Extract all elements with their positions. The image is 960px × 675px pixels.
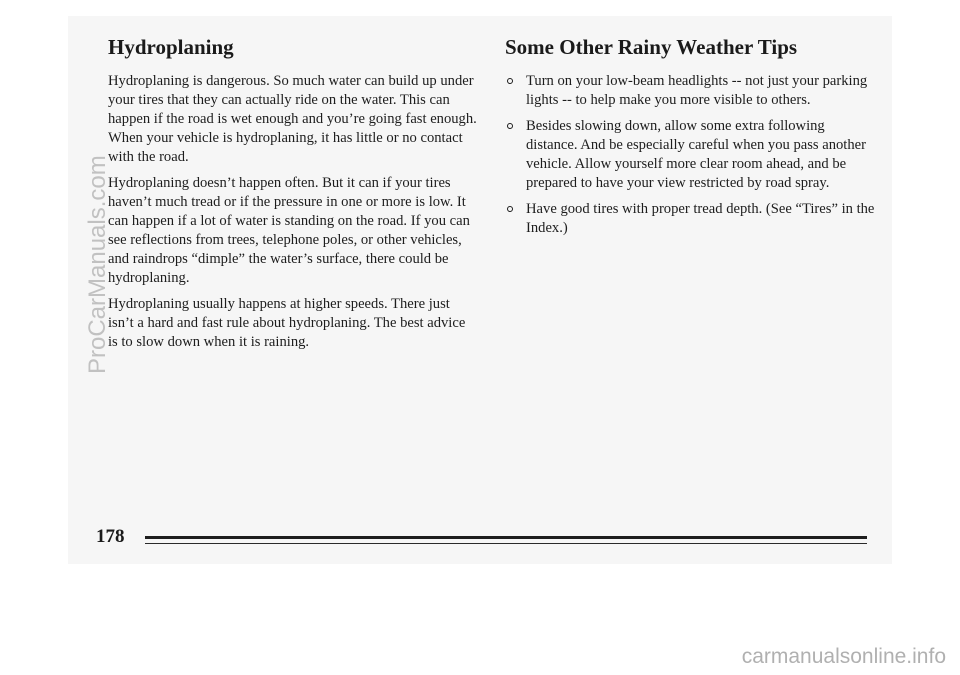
side-watermark: ProCarManuals.com: [84, 155, 111, 374]
bottom-watermark: carmanualsonline.info: [741, 645, 946, 668]
bullet-icon: [507, 206, 513, 212]
bullet-icon: [507, 123, 513, 129]
rainy-weather-tips-heading: Some Other Rainy Weather Tips: [505, 35, 798, 59]
tip-text: Besides slowing down, allow some extra following distance. And be especially careful when you pass another vehicle. Allow yourself more clear room ahead, and be prepared to have your view restricted by road spray.: [526, 118, 866, 191]
hydroplaning-paragraph-3: Hydroplaning usually happens at higher speeds. There just isn’t a hard and fast rule about hydroplaning. The best advice is to slow down when it is raining.: [108, 296, 466, 350]
bullet-icon: [507, 78, 513, 84]
hydroplaning-paragraph-2: Hydroplaning doesn’t happen often. But it can if your tires haven’t much tread or if the pressure in one or more is low. It can happen if a lot of water is standing on the road. If you can see reflections from trees, telephone poles, or other vehicles, and raindrops “dimple” the water’s surface, there could be hydroplaning.: [108, 175, 470, 286]
tip-item-good-tires: [505, 200, 875, 238]
hydroplaning-paragraph-1: Hydroplaning is dangerous. So much water can build up under your tires that they can actually ride on the water. This can happen if the road is wet enough and you’re going fast enough. When your vehicle is hydroplaning, it has little or no contact with the road.: [108, 73, 477, 165]
rainy-weather-tips-section: [505, 34, 875, 245]
hydroplaning-heading: Hydroplaning: [108, 35, 234, 59]
tip-text: Have good tires with proper tread depth. (See “Tires” in the Index.): [526, 201, 875, 236]
tip-text: Turn on your low-beam headlights -- not just your parking lights -- to help make you more visible to others.: [526, 73, 868, 108]
tip-item-low-beam: [505, 72, 875, 110]
footer-rule-thin: [145, 543, 867, 544]
footer-rule-thick: [145, 536, 867, 539]
page-number: 178: [96, 526, 125, 547]
hydroplaning-section: [108, 34, 478, 359]
tip-item-following-distance: [505, 117, 875, 193]
tips-list: [505, 72, 875, 238]
